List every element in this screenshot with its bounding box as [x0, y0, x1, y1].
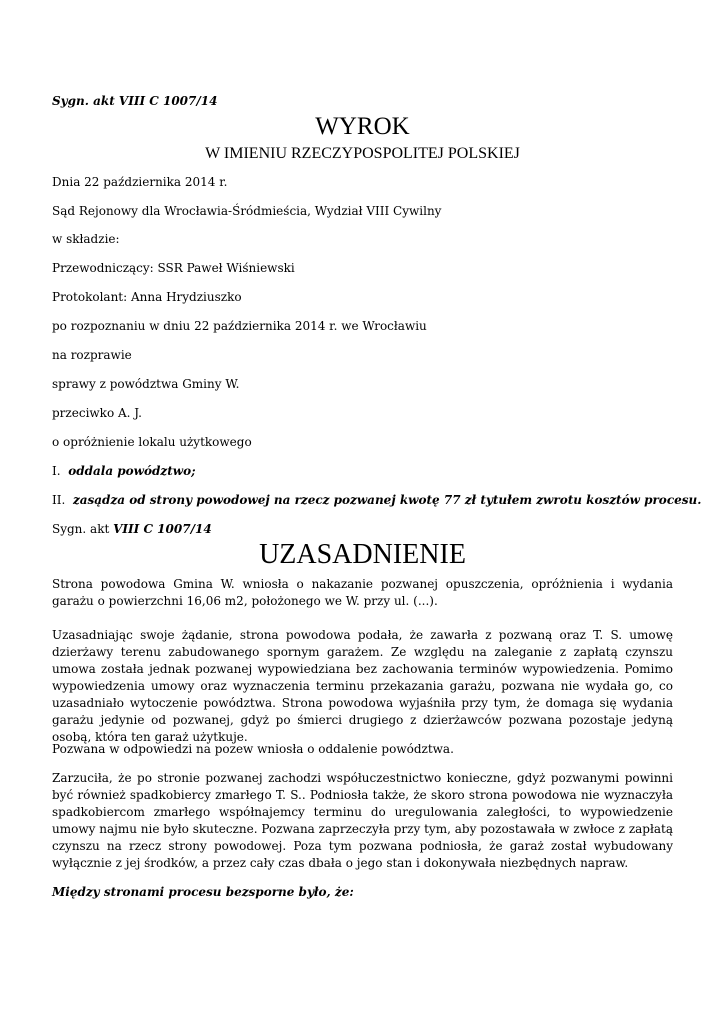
justification-paragraph: Pozwana w odpowiedzi na pozew wniosła o oddalenie powództwa. — [52, 742, 454, 756]
ruling-number: I. — [52, 464, 61, 478]
hearing-type: na rozprawie — [52, 348, 132, 362]
court-name: Sąd Rejonowy dla Wrocławia-Śródmieścia, Wydział VIII Cywilny — [52, 204, 442, 218]
defendant: przeciwko A. J. — [52, 406, 142, 420]
ruling-number: II. — [52, 493, 66, 507]
case-subject: o opróżnienie lokalu użytkowego — [52, 435, 252, 449]
judgment-date: Dnia 22 października 2014 r. — [52, 175, 228, 189]
undisputed-facts-heading: Między stronami procesu bezsporne było, że: — [52, 885, 354, 899]
justification-title: UZASADNIENIE — [259, 539, 466, 570]
ruling-text: oddala powództwo; — [68, 464, 196, 478]
judgment-title: WYROK — [315, 113, 410, 140]
justification-paragraph: Strona powodowa Gmina W. wniosła o nakazanie pozwanej opuszczenia, opróżnienia i wydania garażu o powierzchni 16,06 m2, położonego we W. przy ul. (...). — [52, 577, 673, 608]
case-number: Sygn. akt VIII C 1007/14 — [52, 94, 218, 108]
presiding-judge: Przewodniczący: SSR Paweł Wiśniewski — [52, 261, 295, 275]
case-number-value: VIII C 1007/14 — [113, 522, 212, 536]
second-case-number — [52, 522, 212, 537]
justification-paragraph: Zarzuciła, że po stronie pozwanej zachodzi współuczestnictwo konieczne, gdyż pozwanymi powinni być również spadkobiercy zmarłego T. S.. Podniosła także, że skoro strona powodowa nie wyznaczyła spadkobiercom zmarłego współnajemcy terminu do uregulowania zaległości, to wypowiedzenie umowy najmu nie było skuteczne. Pozwana zaprzeczyła przy tym, aby pozostawała w zwłoce z zapłatą czynszu na rzecz strony powodowej. Poza tym pozwana podniosła, że garaż został wybudowany wyłącznie z jej środków, a przez cały czas dbała o jego stan i dokonywała niezbędnych napraw. — [52, 771, 673, 870]
judgment-subtitle: W IMIENIU RZECZYPOSPOLITEJ POLSKIEJ — [205, 145, 520, 162]
composition-label: w składzie: — [52, 232, 120, 246]
court-clerk: Protokolant: Anna Hrydziuszko — [52, 290, 242, 304]
hearing-date: po rozpoznaniu w dniu 22 października 2014 r. we Wrocławiu — [52, 319, 427, 333]
justification-paragraph: Uzasadniając swoje żądanie, strona powodowa podała, że zawarła z pozwaną oraz T. S. umowę dzierżawy terenu zabudowanego spornym garażem. Ze względu na zaleganie z zapłatą czynszu umowa została jednak pozwanej wypowiedziana bez zachowania terminów wypowiedzenia. Pomimo wypowiedzenia umowy oraz wyznaczenia terminu przekazania garażu, pozwana nie wydała go, co uzasadniało wytoczenie powództwa. Strona powodowa wyjaśniła przy tym, że domaga się wydania garażu jedynie od pozwanej, gdyż po śmierci drugiego z dzierżawców pozwana pozostaje jedyną osobą, która ten garaż użytkuje. — [52, 628, 673, 744]
ruling-item — [52, 493, 701, 508]
plaintiff: sprawy z powództwa Gminy W. — [52, 377, 240, 391]
ruling-item — [52, 464, 196, 479]
ruling-text: zasądza od strony powodowej na rzecz pozwanej kwotę 77 zł tytułem zwrotu kosztów procesu. — [72, 493, 702, 507]
case-number-prefix: Sygn. akt — [52, 522, 110, 536]
